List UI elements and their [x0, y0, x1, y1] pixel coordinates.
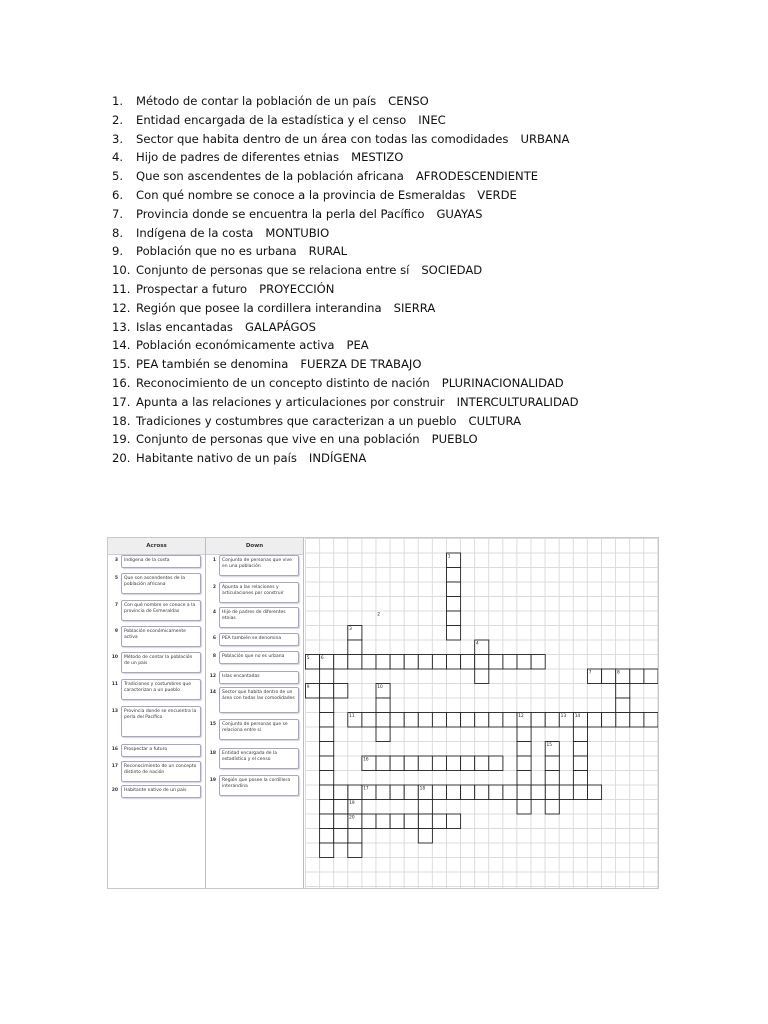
answer-text: PLURINACIONALIDAD: [441, 375, 564, 390]
crossword-cell[interactable]: [320, 713, 334, 728]
question-item: [112, 449, 579, 468]
answer-text: PUEBLO: [431, 432, 478, 447]
clue-text: Prospectar a futuro: [121, 744, 201, 757]
question-item: [112, 186, 579, 205]
answer-text: AFRODESCENDIENTE: [415, 169, 539, 184]
clue-text: Entidad encargada de la estadística y el censo: [219, 748, 299, 769]
crossword-cell[interactable]: [362, 655, 376, 670]
crossword-cell[interactable]: [630, 713, 644, 728]
crossword-cell[interactable]: [489, 655, 503, 670]
cell-number: 13: [560, 714, 567, 720]
question-number: 6.: [112, 187, 124, 202]
clue-text: Con qué nombre se conoce a la provincia de Esmeraldas: [121, 600, 201, 621]
question-text: Población económicamente activa: [136, 338, 335, 353]
clue-text: Habitante nativo de un país: [121, 785, 201, 798]
crossword-cell[interactable]: [630, 669, 644, 684]
cell-number: 14: [574, 714, 581, 720]
cell-number: 20: [349, 815, 355, 821]
question-item: [112, 299, 579, 318]
question-text: Población que no es urbana: [136, 244, 297, 259]
down-clues-panel: [206, 538, 304, 888]
crossword-cell[interactable]: [404, 713, 418, 728]
answer-text: MONTUBIO: [265, 225, 330, 240]
question-text: Prospectar a futuro: [136, 281, 248, 296]
across-heading: Across: [108, 538, 205, 555]
crossword-cell[interactable]: [602, 669, 616, 684]
answer-text: PEA: [346, 338, 369, 353]
cell-number: 11: [349, 714, 355, 720]
crossword-cells: [305, 538, 659, 889]
crossword-cell[interactable]: [320, 800, 334, 815]
clue-text: Islas encantadas: [219, 671, 299, 684]
clue-number: 4: [212, 610, 216, 615]
crossword-cell[interactable]: [517, 800, 531, 815]
crossword-cell[interactable]: [573, 771, 587, 786]
crossword-cell[interactable]: [334, 684, 348, 699]
question-number: 7.: [112, 206, 124, 221]
clue-number: 13: [111, 709, 118, 714]
question-item: [112, 318, 579, 337]
clue-number: 16: [111, 747, 118, 752]
clue-text: Indígena de la costa: [121, 555, 201, 568]
crossword-cell[interactable]: [616, 698, 630, 713]
question-text: Indígena de la costa: [136, 225, 254, 240]
question-number: 1.: [112, 94, 124, 108]
question-number: 8.: [112, 225, 124, 240]
clue-number: 20: [111, 788, 118, 793]
crossword-cell[interactable]: [320, 669, 334, 684]
crossword-cell[interactable]: [461, 655, 475, 670]
crossword-cell[interactable]: [348, 785, 362, 800]
crossword-cell[interactable]: [390, 785, 404, 800]
question-text: Tradiciones y costumbres que caracterizan a un pueblo: [136, 413, 457, 428]
down-heading: Down: [206, 538, 303, 555]
clue-number: 17: [111, 764, 118, 769]
question-text: Islas encantadas: [136, 319, 233, 334]
question-item: [112, 111, 579, 130]
answer-text: CENSO: [388, 94, 429, 108]
question-item: [112, 393, 579, 412]
question-number: 20.: [112, 451, 131, 466]
crossword-cell[interactable]: [461, 756, 475, 771]
crossword-cell[interactable]: [447, 655, 461, 670]
question-text: Hijo de padres de diferentes etnias: [136, 150, 340, 165]
answer-text: INEC: [418, 112, 446, 127]
clue-text: Método de contar la población de un país: [121, 652, 201, 673]
crossword-cell[interactable]: [418, 800, 432, 815]
crossword-cell[interactable]: [334, 814, 348, 829]
crossword-cell[interactable]: [447, 626, 461, 641]
question-number: 19.: [112, 432, 131, 447]
clue-number: 2: [212, 585, 216, 590]
question-item: [112, 355, 579, 374]
crossword-cell[interactable]: [404, 785, 418, 800]
answer-text: SIERRA: [393, 300, 436, 315]
question-text: Provincia donde se encuentra la perla del Pacífico: [136, 206, 425, 221]
clue-number: 11: [111, 682, 118, 687]
crossword-cell[interactable]: [320, 829, 334, 844]
cell-number: 16: [363, 757, 369, 763]
crossword-cell[interactable]: [573, 785, 587, 800]
crossword-cell[interactable]: [404, 756, 418, 771]
crossword-cell[interactable]: [503, 713, 517, 728]
crossword-cell[interactable]: [545, 756, 559, 771]
clue-number: 14: [209, 690, 216, 695]
crossword-cell[interactable]: [362, 814, 376, 829]
question-item: [112, 92, 579, 111]
clue-text: Conjunto de personas que vive en una población: [219, 555, 299, 576]
crossword-cell[interactable]: [517, 785, 531, 800]
crossword-cell[interactable]: [376, 814, 390, 829]
question-text: Conjunto de personas que vive en una población: [136, 432, 420, 447]
question-number: 4.: [112, 150, 124, 165]
crossword-cell[interactable]: [348, 655, 362, 670]
crossword-cell[interactable]: [461, 785, 475, 800]
crossword-cell[interactable]: [447, 568, 461, 583]
crossword-cell[interactable]: [517, 756, 531, 771]
cell-number: 4: [476, 641, 479, 647]
cell-number: 3: [349, 627, 352, 633]
crossword-cell[interactable]: [573, 756, 587, 771]
crossword-cell[interactable]: [588, 713, 602, 728]
question-text: Región que posee la cordillera interandina: [136, 300, 382, 315]
answer-text: PROYECCIÓN: [259, 281, 335, 296]
crossword-cell[interactable]: [376, 785, 390, 800]
clue-text: PEA también se denomina: [219, 633, 299, 646]
cell-number: 18: [419, 786, 426, 792]
question-text: Que son ascendentes de la población africana: [136, 169, 404, 184]
crossword-cell[interactable]: [644, 669, 658, 684]
clue-number: 1: [212, 558, 216, 563]
crossword-cell[interactable]: [545, 800, 559, 815]
question-item: [112, 224, 579, 243]
crossword-cell[interactable]: [334, 655, 348, 670]
crossword-cell[interactable]: [531, 713, 545, 728]
answer-text: FUERZA DE TRABAJO: [300, 357, 422, 372]
question-text: Reconocimiento de un concepto distinto de nación: [136, 375, 430, 390]
crossword-cell[interactable]: [404, 655, 418, 670]
question-item: [112, 374, 579, 393]
question-item: [112, 148, 579, 167]
clue-number: 8: [212, 654, 216, 659]
crossword-grid: [305, 538, 658, 888]
question-number: 11.: [112, 281, 131, 296]
crossword-cell[interactable]: [432, 655, 446, 670]
crossword-cell[interactable]: [616, 713, 630, 728]
answer-text: URBANA: [520, 131, 570, 146]
crossword-cell[interactable]: [320, 771, 334, 786]
question-text: Habitante nativo de un país: [136, 451, 297, 466]
crossword-cell[interactable]: [348, 829, 362, 844]
answer-text: VERDE: [477, 187, 517, 202]
question-list: [112, 92, 579, 468]
answer-text: GALAPÁGOS: [244, 319, 317, 334]
crossword-cell[interactable]: [404, 814, 418, 829]
answer-text: RURAL: [308, 244, 348, 259]
crossword-cell[interactable]: [545, 785, 559, 800]
crossword-cell[interactable]: [376, 713, 390, 728]
clue-text: Hijo de padres de diferentes etnias: [219, 607, 299, 628]
clue-number: 9: [114, 629, 118, 634]
crossword-cell[interactable]: [320, 684, 334, 699]
cell-number: 19: [349, 801, 355, 807]
clue-number: 7: [114, 603, 118, 608]
cell-number: 12: [518, 714, 524, 720]
cell-number: 10: [377, 685, 383, 691]
crossword-cell[interactable]: [616, 684, 630, 699]
crossword-cell[interactable]: [376, 698, 390, 713]
clue-number: 12: [209, 674, 216, 679]
question-item: [112, 167, 579, 186]
clue-text: Población que no es urbana: [219, 651, 299, 664]
answer-text: MESTIZO: [351, 150, 404, 165]
crossword-cell[interactable]: [447, 713, 461, 728]
crossword-cell[interactable]: [517, 771, 531, 786]
clue-text: Población económicamente activa: [121, 626, 201, 647]
question-item: [112, 336, 579, 355]
question-item: [112, 430, 579, 449]
crossword-cell[interactable]: [503, 785, 517, 800]
crossword-cell[interactable]: [517, 655, 531, 670]
crossword-cell[interactable]: [320, 756, 334, 771]
question-number: 18.: [112, 413, 131, 428]
question-item: [112, 242, 579, 261]
clue-number: 6: [212, 636, 216, 641]
cell-number: 6: [320, 656, 324, 662]
question-number: 14.: [112, 338, 131, 353]
crossword-cell[interactable]: [376, 655, 390, 670]
answer-text: INTERCULTURALIDAD: [456, 394, 579, 409]
crossword-cell[interactable]: [390, 756, 404, 771]
clue-text: Tradiciones y costumbres que caracterizan a un pueblo: [121, 679, 201, 700]
crossword-cell[interactable]: [489, 713, 503, 728]
crossword-cell[interactable]: [489, 785, 503, 800]
question-text: Entidad encargada de la estadística y el censo: [136, 112, 407, 127]
crossword-cell[interactable]: [418, 713, 432, 728]
question-text: Método de contar la población de un país: [136, 94, 377, 108]
crossword-cell[interactable]: [475, 713, 489, 728]
question-number: 16.: [112, 375, 131, 390]
crossword-cell[interactable]: [545, 771, 559, 786]
clue-text: Reconocimiento de un concepto distinto de nación: [121, 761, 201, 782]
clue-text: Que son ascendentes de la población africana: [121, 573, 201, 594]
cell-number: 2: [377, 612, 381, 618]
clue-number: 5: [114, 576, 118, 581]
clue-number: 19: [209, 778, 216, 783]
cell-number: 1: [447, 554, 451, 560]
cell-number: 17: [363, 786, 369, 792]
crossword-cell[interactable]: [390, 713, 404, 728]
question-item: [112, 412, 579, 431]
crossword-cell[interactable]: [348, 640, 362, 655]
question-item: [112, 261, 579, 280]
answer-text: INDÍGENA: [308, 451, 367, 466]
crossword-cell[interactable]: [390, 814, 404, 829]
crossword-cell[interactable]: [362, 713, 376, 728]
clue-text: Apunta a las relaciones y articulaciones por construir: [219, 582, 299, 603]
crossword-cell[interactable]: [432, 785, 446, 800]
question-number: 3.: [112, 131, 124, 146]
answer-text: SOCIEDAD: [421, 263, 483, 278]
crossword-cell[interactable]: [418, 814, 432, 829]
question-text: Apunta a las relaciones y articulaciones por construir: [136, 394, 445, 409]
crossword-cell[interactable]: [517, 742, 531, 757]
cell-number: 9: [306, 685, 310, 691]
crossword-cell[interactable]: [447, 597, 461, 612]
crossword-cell[interactable]: [475, 669, 489, 684]
crossword-cell[interactable]: [418, 829, 432, 844]
question-text: PEA también se denomina: [136, 357, 289, 372]
crossword-cell[interactable]: [418, 655, 432, 670]
crossword-cell[interactable]: [376, 756, 390, 771]
across-clues-panel: [108, 538, 206, 888]
crossword-cell[interactable]: [447, 814, 461, 829]
crossword-cell[interactable]: [531, 655, 545, 670]
crossword-cell[interactable]: [559, 785, 573, 800]
crossword-cell[interactable]: [320, 742, 334, 757]
crossword-cell[interactable]: [573, 727, 587, 742]
crossword-cell[interactable]: [517, 727, 531, 742]
crossword-cell[interactable]: [475, 655, 489, 670]
cell-number: 7: [588, 670, 592, 676]
crossword-cell[interactable]: [503, 655, 517, 670]
clue-number: 3: [114, 558, 118, 563]
crossword-cell[interactable]: [334, 829, 348, 844]
question-number: 15.: [112, 357, 131, 372]
crossword-cell[interactable]: [390, 655, 404, 670]
question-text: Sector que habita dentro de un área con todas las comodidades: [136, 131, 509, 146]
crossword-cell[interactable]: [545, 713, 559, 728]
crossword-cell[interactable]: [531, 785, 545, 800]
question-number: 10.: [112, 263, 131, 278]
crossword-puzzle: [107, 537, 659, 889]
question-text: Con qué nombre se conoce a la provincia de Esmeraldas: [136, 187, 466, 202]
crossword-cell[interactable]: [432, 713, 446, 728]
question-number: 13.: [112, 319, 131, 334]
answer-text: CULTURA: [468, 413, 522, 428]
crossword-cell[interactable]: [573, 742, 587, 757]
question-item: [112, 130, 579, 149]
cell-number: 8: [617, 670, 620, 676]
crossword-cell[interactable]: [320, 785, 334, 800]
question-text: Conjunto de personas que se relaciona entre sí: [136, 263, 410, 278]
crossword-cell[interactable]: [320, 698, 334, 713]
clue-text: Conjunto de personas que se relaciona entre sí: [219, 719, 299, 740]
crossword-cell[interactable]: [461, 713, 475, 728]
crossword-cell[interactable]: [432, 756, 446, 771]
crossword-cell[interactable]: [602, 713, 616, 728]
crossword-cell[interactable]: [432, 814, 446, 829]
question-number: 2.: [112, 112, 124, 127]
crossword-cell[interactable]: [447, 785, 461, 800]
crossword-cell[interactable]: [475, 785, 489, 800]
crossword-cell[interactable]: [447, 582, 461, 597]
clue-text: Provincia donde se encuentra la perla del Pacífico: [121, 706, 201, 737]
crossword-cell[interactable]: [644, 713, 658, 728]
clue-number: 18: [209, 751, 216, 756]
crossword-cell[interactable]: [320, 727, 334, 742]
crossword-cell[interactable]: [348, 843, 362, 858]
cell-number: 15: [546, 743, 552, 749]
clue-text: Sector que habita dentro de un área con todas las comodidades: [219, 687, 299, 713]
cell-number: 5: [306, 656, 310, 662]
crossword-cell[interactable]: [447, 611, 461, 626]
question-number: 9.: [112, 244, 124, 259]
crossword-cell[interactable]: [334, 800, 348, 815]
crossword-cell[interactable]: [320, 843, 334, 858]
crossword-cell[interactable]: [320, 814, 334, 829]
crossword-cell[interactable]: [489, 756, 503, 771]
crossword-cell[interactable]: [475, 756, 489, 771]
crossword-cell[interactable]: [418, 756, 432, 771]
crossword-cell[interactable]: [376, 727, 390, 742]
answer-text: GUAYAS: [436, 206, 483, 221]
question-number: 12.: [112, 300, 131, 315]
question-item: [112, 205, 579, 224]
crossword-cell[interactable]: [588, 785, 602, 800]
question-item: [112, 280, 579, 299]
crossword-cell[interactable]: [334, 785, 348, 800]
clue-number: 15: [209, 722, 216, 727]
question-number: 17.: [112, 394, 131, 409]
clue-text: Región que posee la cordillera interandina: [219, 775, 299, 796]
clue-number: 10: [111, 655, 118, 660]
crossword-cell[interactable]: [447, 756, 461, 771]
question-number: 5.: [112, 169, 124, 184]
